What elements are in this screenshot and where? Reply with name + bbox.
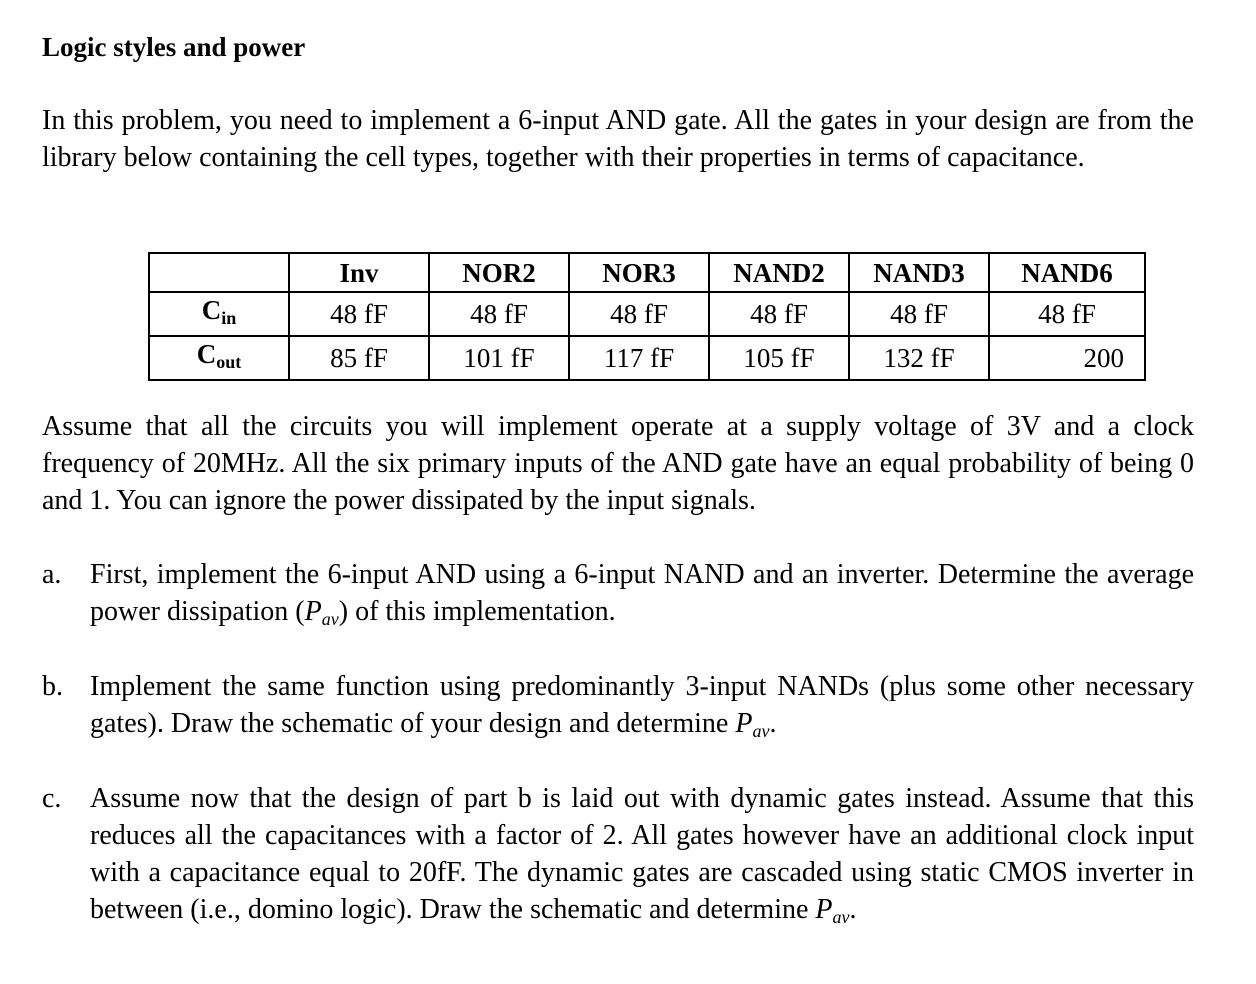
table-header-cell: Inv — [289, 253, 429, 292]
table-header-cell: NAND6 — [989, 253, 1145, 292]
table-cell: 48 fF — [429, 292, 569, 336]
table-cell: 85 fF — [289, 336, 429, 380]
table-cell: 48 fF — [569, 292, 709, 336]
table-cell: 48 fF — [289, 292, 429, 336]
part-c — [42, 780, 1194, 936]
table-cell: 48 fF — [709, 292, 849, 336]
row-label-main: C — [196, 339, 217, 369]
table-cell: 101 fF — [429, 336, 569, 380]
power-variable-subscript: av — [752, 721, 770, 741]
table-cell: 200 — [989, 336, 1145, 380]
table-header-cell: NOR3 — [569, 253, 709, 292]
table-header-cell: NAND3 — [849, 253, 989, 292]
part-text-before: First, implement the 6-input AND using a 6-input NAND and an inverter. Determine the average power dissipation ( — [90, 559, 1194, 627]
part-a — [42, 556, 1194, 638]
part-text-after: . — [769, 708, 777, 739]
power-variable-subscript: av — [832, 907, 850, 927]
part-label: c. — [42, 783, 62, 814]
part-text-after: . — [849, 894, 857, 925]
part-text-after: ) of this implementation. — [338, 596, 616, 627]
row-label-main: C — [201, 295, 222, 325]
part-text-before: Implement the same function using predominantly 3-input NANDs (plus some other necessary gates). Draw the schematic of your design and determine — [90, 671, 1194, 739]
problem-title: Logic styles and power — [42, 32, 306, 62]
power-variable: P — [304, 596, 322, 627]
row-label-cout — [149, 336, 289, 380]
table-row — [149, 336, 1145, 380]
table-cell: 132 fF — [849, 336, 989, 380]
table-header-cell: NOR2 — [429, 253, 569, 292]
part-label: a. — [42, 559, 62, 590]
table-cell: 105 fF — [709, 336, 849, 380]
table-header-cell — [149, 253, 289, 292]
table-row — [149, 292, 1145, 336]
row-label-subscript: out — [216, 352, 242, 372]
power-variable: P — [815, 894, 833, 925]
power-variable-subscript: av — [321, 609, 339, 629]
part-label: b. — [42, 671, 63, 702]
intro-paragraph: In this problem, you need to implement a 6-input AND gate. All the gates in your design are from the library below containing the cell types, together with their properties in terms of capacitance. — [42, 105, 1194, 173]
cell-library-table — [148, 252, 1146, 381]
part-b — [42, 668, 1194, 750]
row-label-subscript: in — [221, 308, 237, 328]
part-text — [90, 556, 1194, 638]
table-cell: 48 fF — [849, 292, 989, 336]
table-header-row — [149, 253, 1145, 292]
part-text — [90, 780, 1194, 936]
table-cell: 117 fF — [569, 336, 709, 380]
table-cell: 48 fF — [989, 292, 1145, 336]
row-label-cin — [149, 292, 289, 336]
power-variable: P — [735, 708, 753, 739]
part-text — [90, 668, 1194, 750]
assumptions-paragraph: Assume that all the circuits you will implement operate at a supply voltage of 3V and a clock frequency of 20MHz. All the six primary inputs of the AND gate have an equal probability of being 0 and 1. You can ignore the power dissipated by the input signals. — [42, 411, 1194, 516]
table-header-cell: NAND2 — [709, 253, 849, 292]
part-text-before: Assume now that the design of part b is laid out with dynamic gates instead. Assume that this reduces all the capacitances with a factor of 2. All gates however have an additional clock input with a capacitance equal to 20fF. The dynamic gates are cascaded using static CMOS inverter in between (i.e., domino logic). Draw the schematic and determine — [90, 783, 1194, 925]
